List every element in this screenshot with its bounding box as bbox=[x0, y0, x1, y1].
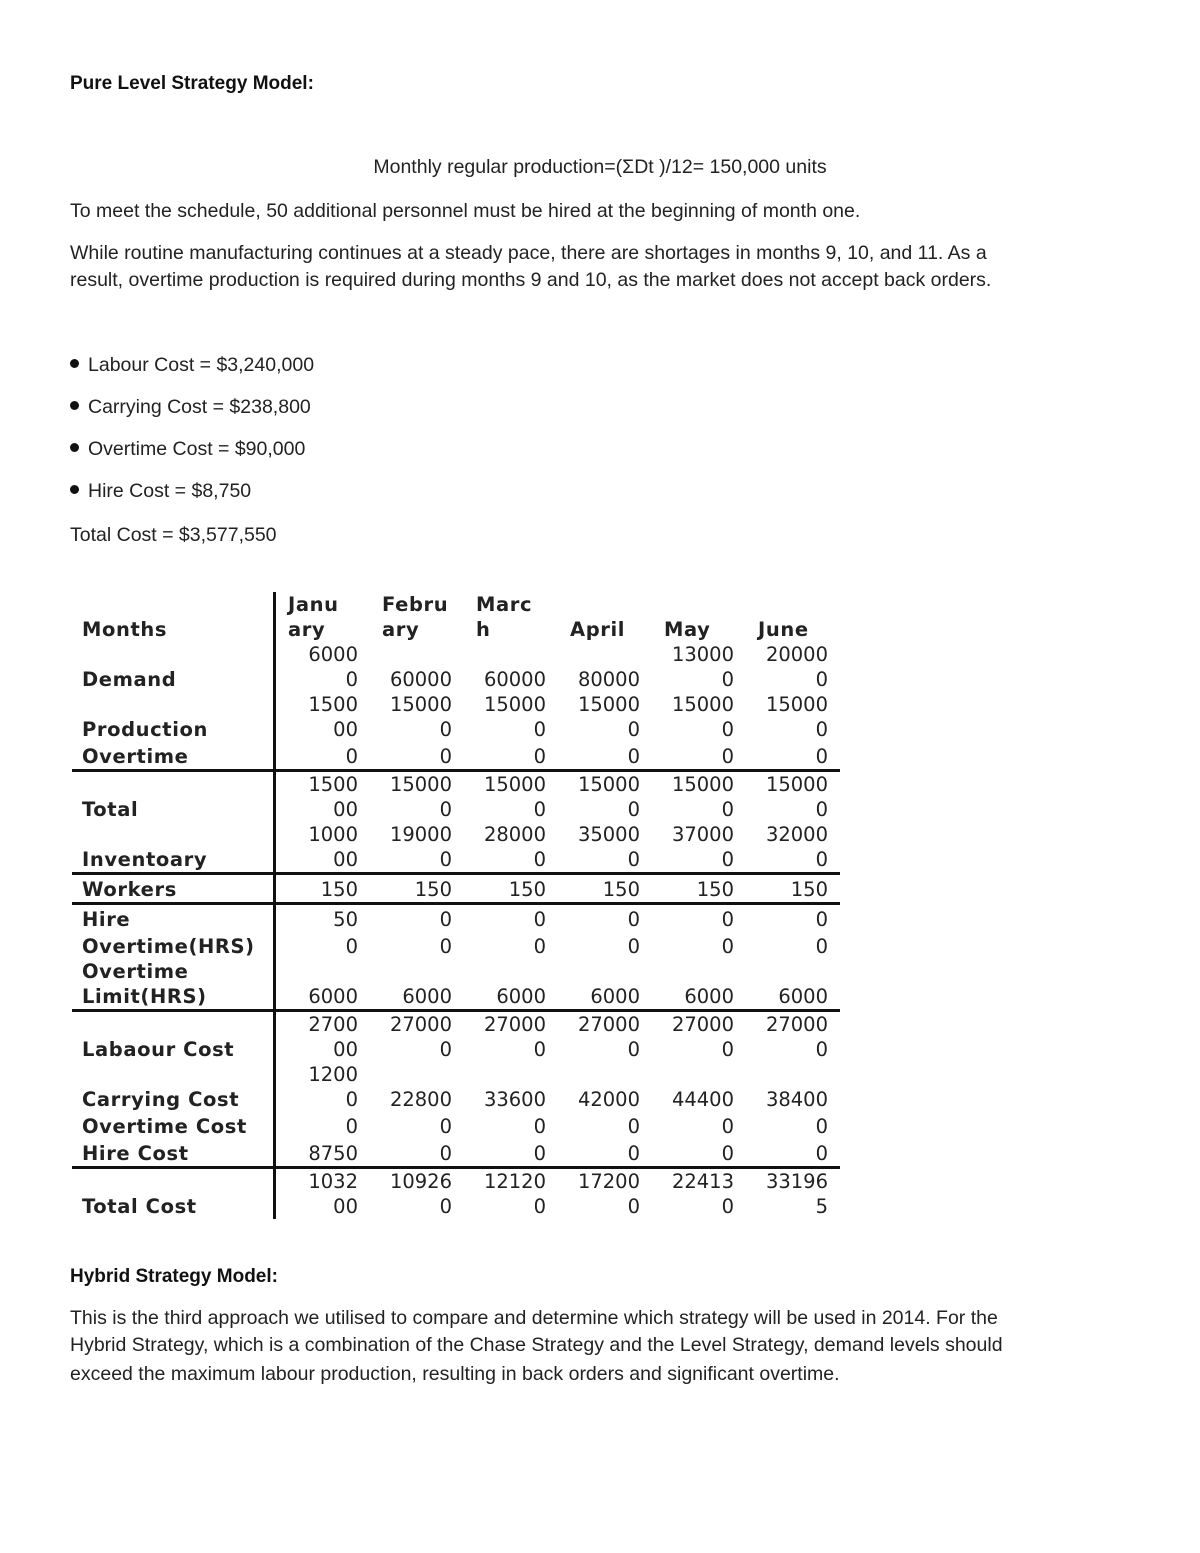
table-row bbox=[72, 1112, 840, 1139]
table-row bbox=[72, 959, 840, 1011]
row-label: Carrying Cost bbox=[72, 1062, 275, 1112]
table-row bbox=[72, 1062, 840, 1112]
cell: 27000 0 bbox=[464, 1011, 558, 1063]
cell: 0 bbox=[721, 745, 734, 768]
cell: 0 bbox=[627, 1115, 640, 1138]
cell: 150 bbox=[746, 874, 840, 904]
cell: 15000 0 bbox=[765, 693, 828, 741]
cell: 20000 0 bbox=[765, 643, 828, 691]
bullet-icon bbox=[70, 401, 79, 410]
page-heading: Pure Level Strategy Model: bbox=[70, 73, 314, 94]
cell: 0 bbox=[345, 1115, 358, 1138]
cell: 150 bbox=[652, 874, 746, 904]
cell: 0 bbox=[533, 1142, 546, 1165]
cell: 0 bbox=[746, 904, 840, 933]
cell: 0 bbox=[815, 935, 828, 958]
cell: 27000 0 bbox=[558, 1011, 652, 1063]
cost-bullet-carrying: Carrying Cost = $238,800 bbox=[70, 396, 311, 419]
cell: 27000 0 bbox=[652, 1011, 746, 1063]
cell: 0 bbox=[439, 1115, 452, 1138]
hybrid-paragraph-line3: exceed the maximum labour production, resulting in back orders and significant overtime. bbox=[70, 1363, 840, 1385]
cell: 0 bbox=[533, 745, 546, 768]
cell: 0 bbox=[815, 1142, 828, 1165]
cell: 13000 0 bbox=[671, 643, 734, 691]
table-header-row bbox=[72, 592, 840, 642]
row-label: Overtime Limit(HRS) bbox=[72, 959, 275, 1011]
row-label: Hire bbox=[72, 904, 275, 933]
row-label: Total Cost bbox=[72, 1168, 275, 1220]
cell: 6000 bbox=[402, 985, 452, 1008]
cell: 8750 bbox=[308, 1142, 358, 1165]
row-label: Overtime Cost bbox=[72, 1112, 275, 1139]
table-row bbox=[72, 642, 840, 692]
cell: 12120 0 bbox=[464, 1168, 558, 1220]
cell: 10926 0 bbox=[370, 1168, 464, 1220]
cell: 15000 0 bbox=[558, 771, 652, 823]
paragraph-shortage-line2: result, overtime production is required during months 9 and 10, as the market does not accept back orders. bbox=[70, 269, 992, 291]
cost-bullet-hire: Hire Cost = $8,750 bbox=[70, 480, 251, 503]
cell: 0 bbox=[815, 745, 828, 768]
cell: 33600 bbox=[483, 1088, 546, 1111]
table-row bbox=[72, 742, 840, 771]
cell: 28000 0 bbox=[483, 823, 546, 871]
cell: 22800 bbox=[389, 1088, 452, 1111]
cell: 17200 0 bbox=[558, 1168, 652, 1220]
total-cost-line: Total Cost = $3,577,550 bbox=[70, 524, 277, 546]
cell: 150 bbox=[558, 874, 652, 904]
cell: 60000 bbox=[389, 668, 452, 691]
header-month: June bbox=[758, 618, 809, 641]
cell: 0 bbox=[558, 904, 652, 933]
table-row bbox=[72, 904, 840, 933]
bullet-icon bbox=[70, 359, 79, 368]
cell: 19000 0 bbox=[389, 823, 452, 871]
table-row bbox=[72, 874, 840, 904]
table-row bbox=[72, 1139, 840, 1168]
hybrid-paragraph-line2: Hybrid Strategy, which is a combination of the Chase Strategy and the Level Strategy, demand levels should bbox=[70, 1334, 1003, 1356]
row-label: Inventoary bbox=[72, 822, 275, 874]
cell: 0 bbox=[815, 1115, 828, 1138]
header-month: Febru ary bbox=[382, 593, 449, 641]
cell: 15000 0 bbox=[746, 771, 840, 823]
cell: 0 bbox=[345, 935, 358, 958]
cell: 6000 bbox=[778, 985, 828, 1008]
hybrid-heading: Hybrid Strategy Model: bbox=[70, 1266, 278, 1287]
row-label: Hire Cost bbox=[72, 1139, 275, 1168]
header-month: April bbox=[570, 618, 626, 641]
cell: 1500 00 bbox=[308, 693, 358, 741]
cell: 0 bbox=[533, 1115, 546, 1138]
cell: 0 bbox=[439, 935, 452, 958]
cell: 27000 0 bbox=[746, 1011, 840, 1063]
row-label: Production bbox=[72, 692, 275, 742]
cell: 0 bbox=[652, 904, 746, 933]
paragraph-hire: To meet the schedule, 50 additional personnel must be hired at the beginning of month one. bbox=[70, 200, 861, 222]
table-row bbox=[72, 822, 840, 874]
cell: 0 bbox=[721, 1115, 734, 1138]
cell: 80000 bbox=[577, 668, 640, 691]
table-row bbox=[72, 771, 840, 823]
cell: 15000 0 bbox=[577, 693, 640, 741]
cell: 1200 0 bbox=[308, 1063, 358, 1111]
cell: 0 bbox=[370, 904, 464, 933]
cell: 6000 bbox=[684, 985, 734, 1008]
formula-line: Monthly regular production=(ΣDt )/12= 150,000 units bbox=[373, 156, 827, 178]
header-months: Months bbox=[72, 592, 275, 642]
cell: 60000 bbox=[483, 668, 546, 691]
hybrid-paragraph-line1: This is the third approach we utilised to compare and determine which strategy will be used in 2014. For the bbox=[70, 1307, 998, 1329]
cell: 15000 0 bbox=[483, 693, 546, 741]
cell: 15000 0 bbox=[464, 771, 558, 823]
cell: 150 bbox=[464, 874, 558, 904]
cell: 35000 0 bbox=[577, 823, 640, 871]
cell: 6000 bbox=[590, 985, 640, 1008]
cell: 37000 0 bbox=[671, 823, 734, 871]
cell: 0 bbox=[627, 935, 640, 958]
cell: 0 bbox=[439, 745, 452, 768]
header-month: Janu ary bbox=[288, 593, 339, 641]
cell: 0 bbox=[533, 935, 546, 958]
cell: 1500 00 bbox=[275, 771, 371, 823]
cell: 150 bbox=[370, 874, 464, 904]
row-label: Demand bbox=[72, 642, 275, 692]
cell: 50 bbox=[275, 904, 371, 933]
row-label: Overtime(HRS) bbox=[72, 932, 275, 959]
cell: 15000 0 bbox=[389, 693, 452, 741]
cost-bullet-labour: Labour Cost = $3,240,000 bbox=[70, 354, 314, 377]
cell: 42000 bbox=[577, 1088, 640, 1111]
cell: 22413 0 bbox=[652, 1168, 746, 1220]
cell: 15000 0 bbox=[652, 771, 746, 823]
cell: 32000 0 bbox=[765, 823, 828, 871]
cell: 0 bbox=[345, 745, 358, 768]
row-label: Total bbox=[72, 771, 275, 823]
table-row bbox=[72, 932, 840, 959]
cell: 2700 00 bbox=[275, 1011, 371, 1063]
cell: 0 bbox=[439, 1142, 452, 1165]
row-label: Overtime bbox=[72, 742, 275, 771]
cell: 1000 00 bbox=[308, 823, 358, 871]
table-row bbox=[72, 1011, 840, 1063]
cell: 27000 0 bbox=[370, 1011, 464, 1063]
cell: 33196 5 bbox=[746, 1168, 840, 1220]
cell: 6000 bbox=[496, 985, 546, 1008]
bullet-icon bbox=[70, 485, 79, 494]
cell: 15000 0 bbox=[671, 693, 734, 741]
header-month: May bbox=[664, 618, 711, 641]
cell: 1032 00 bbox=[275, 1168, 371, 1220]
cell: 6000 bbox=[308, 985, 358, 1008]
paragraph-shortage-line1: While routine manufacturing continues at a steady pace, there are shortages in months 9, 10, and 11. As a bbox=[70, 242, 987, 264]
header-month: Marc h bbox=[476, 593, 533, 641]
row-label: Labaour Cost bbox=[72, 1011, 275, 1063]
cell: 0 bbox=[721, 1142, 734, 1165]
bullet-icon bbox=[70, 443, 79, 452]
cell: 38400 bbox=[765, 1088, 828, 1111]
table-row bbox=[72, 1168, 840, 1220]
cell: 0 bbox=[721, 935, 734, 958]
cost-bullet-overtime: Overtime Cost = $90,000 bbox=[70, 438, 305, 461]
cell: 6000 0 bbox=[308, 643, 358, 691]
cell: 0 bbox=[627, 745, 640, 768]
table-row bbox=[72, 692, 840, 742]
cell: 15000 0 bbox=[370, 771, 464, 823]
level-strategy-table bbox=[72, 592, 840, 1219]
cell: 150 bbox=[275, 874, 371, 904]
cell: 44400 bbox=[671, 1088, 734, 1111]
cell: 0 bbox=[464, 904, 558, 933]
row-label: Workers bbox=[72, 874, 275, 904]
cell: 0 bbox=[627, 1142, 640, 1165]
